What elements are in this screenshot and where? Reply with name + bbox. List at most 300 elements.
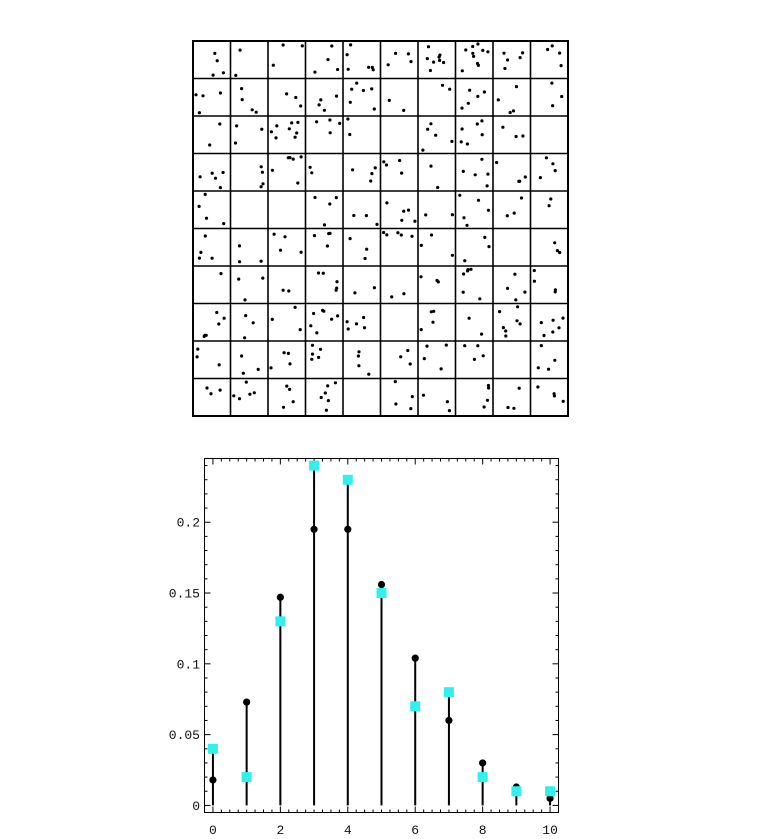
random-point	[234, 141, 237, 144]
random-point	[394, 402, 397, 405]
random-point	[370, 172, 373, 175]
random-point	[506, 406, 509, 409]
random-point	[243, 298, 246, 301]
random-point	[330, 318, 333, 321]
random-point	[462, 272, 465, 275]
observed-point	[209, 776, 216, 783]
x-tick-label: 0	[209, 823, 217, 838]
random-point	[539, 176, 542, 179]
random-point	[466, 269, 469, 272]
random-point	[330, 44, 333, 47]
expected-point	[309, 461, 319, 471]
random-point	[272, 64, 275, 67]
random-point	[411, 395, 414, 398]
random-point	[548, 204, 551, 207]
random-point	[542, 334, 545, 337]
random-point	[335, 95, 338, 98]
random-point	[462, 216, 465, 219]
random-point	[409, 362, 412, 365]
random-point	[509, 111, 512, 114]
random-point	[269, 366, 272, 369]
random-point	[540, 321, 543, 324]
random-point	[463, 344, 466, 347]
expected-point	[545, 786, 555, 796]
random-point	[502, 52, 505, 55]
random-point	[450, 140, 453, 143]
random-point	[515, 85, 518, 88]
random-point	[396, 231, 399, 234]
random-point	[466, 142, 469, 145]
random-point	[462, 170, 465, 173]
random-point	[448, 409, 451, 412]
x-tick-label: 2	[276, 823, 285, 838]
random-point	[335, 280, 338, 283]
random-point	[240, 354, 243, 357]
random-point	[480, 333, 483, 336]
random-point	[421, 149, 424, 152]
random-point	[198, 111, 201, 114]
random-point	[363, 326, 366, 329]
random-point	[350, 88, 353, 91]
random-point	[351, 168, 354, 171]
random-point	[461, 69, 464, 72]
random-point	[292, 158, 295, 161]
random-point	[313, 71, 316, 74]
random-point	[427, 45, 430, 48]
random-point	[219, 91, 222, 94]
random-point	[402, 210, 405, 213]
random-point	[517, 180, 520, 183]
random-point	[235, 124, 238, 127]
observed-point	[378, 581, 385, 588]
random-point	[238, 260, 241, 263]
random-point	[495, 161, 498, 164]
random-point	[503, 67, 506, 70]
random-point	[219, 272, 222, 275]
random-point	[554, 290, 557, 293]
random-point	[474, 173, 477, 176]
random-point	[399, 355, 402, 358]
random-point	[199, 175, 202, 178]
random-point	[533, 280, 536, 283]
random-point	[288, 362, 291, 365]
random-point	[309, 324, 312, 327]
random-point	[547, 368, 550, 371]
random-point	[219, 186, 222, 189]
random-point	[486, 173, 489, 176]
random-point	[205, 217, 208, 220]
expected-point	[410, 701, 420, 711]
random-point	[355, 82, 358, 85]
random-point	[422, 394, 425, 397]
random-point	[451, 254, 454, 257]
random-point	[218, 122, 221, 125]
random-point	[520, 196, 523, 199]
random-point	[222, 71, 225, 74]
expected-point	[377, 588, 387, 598]
random-point	[402, 109, 405, 112]
random-point	[285, 385, 288, 388]
random-point	[327, 399, 330, 402]
random-point	[515, 319, 518, 322]
random-point	[551, 162, 554, 165]
random-point	[536, 385, 539, 388]
y-tick-label: 0.05	[168, 728, 200, 744]
random-point	[198, 257, 201, 260]
random-point	[476, 95, 479, 98]
x-tick-label: 6	[411, 823, 420, 838]
stem-lines	[213, 466, 550, 806]
random-point	[313, 234, 316, 237]
random-point	[271, 318, 274, 321]
random-point	[462, 291, 465, 294]
random-point	[465, 224, 468, 227]
random-point	[310, 358, 313, 361]
random-point	[323, 223, 326, 226]
random-point	[426, 128, 429, 131]
random-point	[425, 345, 428, 348]
random-point	[382, 231, 385, 234]
random-point	[498, 310, 501, 313]
random-point	[471, 45, 474, 48]
random-point	[370, 87, 373, 90]
x-tick-label: 8	[478, 823, 487, 838]
random-point	[476, 42, 479, 45]
random-point	[275, 124, 278, 127]
random-point	[486, 184, 489, 187]
random-point	[326, 384, 329, 387]
random-point	[260, 260, 263, 263]
random-point	[322, 272, 325, 275]
y-tick-label: 0.15	[168, 586, 200, 602]
random-point	[506, 58, 509, 61]
expected-point	[242, 772, 252, 782]
random-point	[311, 344, 314, 347]
random-point	[367, 373, 370, 376]
random-point	[560, 95, 563, 98]
random-point	[282, 289, 285, 292]
random-point	[394, 380, 397, 383]
random-point	[468, 89, 471, 92]
random-point	[257, 368, 260, 371]
random-point	[317, 356, 320, 359]
random-point	[477, 64, 480, 67]
random-point	[349, 237, 352, 240]
random-point	[382, 160, 385, 163]
random-point	[335, 289, 338, 292]
random-point	[323, 109, 326, 112]
random-point	[313, 196, 316, 199]
random-point	[234, 74, 237, 77]
random-point	[504, 334, 507, 337]
random-point	[373, 107, 376, 110]
random-point	[387, 63, 390, 66]
random-point	[554, 169, 557, 172]
random-point	[244, 314, 247, 317]
random-point	[296, 121, 299, 124]
random-point	[400, 172, 403, 175]
random-point	[273, 233, 276, 236]
random-point	[438, 54, 441, 57]
x-axis-tick-labels	[209, 823, 558, 838]
random-point	[218, 363, 221, 366]
random-point	[551, 44, 554, 47]
random-point	[357, 364, 360, 367]
random-point	[346, 117, 349, 120]
x-tick-label: 4	[343, 823, 352, 838]
random-point	[318, 103, 321, 106]
random-point	[329, 131, 332, 134]
random-point	[327, 232, 330, 235]
random-point	[424, 213, 427, 216]
point-grid-panel	[193, 41, 568, 416]
random-point	[407, 52, 410, 55]
random-point	[373, 286, 376, 289]
random-point	[438, 59, 441, 62]
random-point	[365, 214, 368, 217]
random-point	[514, 298, 517, 301]
random-point	[549, 197, 552, 200]
random-point	[311, 353, 314, 356]
random-point	[420, 328, 423, 331]
random-point	[469, 268, 472, 271]
random-point	[429, 122, 432, 125]
random-point	[196, 348, 199, 351]
random-point	[506, 287, 509, 290]
random-point	[248, 393, 251, 396]
random-point	[211, 172, 214, 175]
random-point	[347, 327, 350, 330]
random-point	[540, 344, 543, 347]
random-point	[430, 310, 433, 313]
random-point	[451, 213, 454, 216]
random-point	[240, 87, 243, 90]
random-point	[480, 158, 483, 161]
random-point	[282, 43, 285, 46]
random-point	[464, 48, 467, 51]
random-point	[436, 186, 439, 189]
random-point	[516, 305, 519, 308]
random-point	[407, 209, 410, 212]
random-point	[512, 109, 515, 112]
random-point	[486, 399, 489, 402]
random-point	[463, 259, 466, 262]
random-point	[199, 251, 202, 254]
random-point	[251, 108, 254, 111]
random-point	[279, 249, 282, 252]
random-point	[501, 126, 504, 129]
random-point	[196, 355, 199, 358]
random-point	[473, 358, 476, 361]
random-point	[445, 344, 448, 347]
observed-point	[243, 698, 250, 705]
random-point	[482, 354, 485, 357]
random-point	[271, 169, 274, 172]
random-point	[562, 400, 565, 403]
random-point	[480, 119, 483, 122]
x-tick-label: 10	[542, 823, 558, 838]
random-point	[483, 90, 486, 93]
random-point	[369, 179, 372, 182]
random-point	[545, 156, 548, 159]
random-point	[561, 317, 564, 320]
random-point	[553, 359, 556, 362]
random-point	[212, 74, 215, 77]
random-point	[288, 388, 291, 391]
random-point	[460, 107, 463, 110]
random-point	[204, 234, 207, 237]
random-point	[409, 407, 412, 410]
random-point	[300, 251, 303, 254]
random-point	[353, 291, 356, 294]
random-point	[406, 349, 409, 352]
expected-point	[444, 687, 454, 697]
expected-point	[478, 772, 488, 782]
random-point	[558, 251, 561, 254]
random-point	[222, 171, 225, 174]
random-point	[518, 387, 521, 390]
observed-point	[412, 655, 419, 662]
random-point	[205, 334, 208, 337]
random-point	[319, 348, 322, 351]
random-point	[448, 88, 451, 91]
random-point	[461, 127, 464, 130]
random-point	[255, 111, 258, 114]
random-point	[349, 101, 352, 104]
random-point	[385, 201, 388, 204]
random-point	[365, 248, 368, 251]
random-point	[552, 319, 555, 322]
random-point	[487, 384, 490, 387]
random-point	[375, 223, 378, 226]
random-point	[325, 409, 328, 412]
random-point	[440, 367, 443, 370]
random-point	[537, 366, 540, 369]
stem-chart	[169, 459, 559, 839]
random-point	[283, 351, 286, 354]
random-point	[217, 322, 220, 325]
y-axis-tick-labels	[169, 516, 200, 814]
random-point	[243, 336, 246, 339]
random-point	[219, 389, 222, 392]
random-point	[487, 209, 490, 212]
observed-point	[344, 526, 351, 533]
random-point	[357, 350, 360, 353]
random-point	[348, 133, 351, 136]
random-point	[467, 102, 470, 105]
random-point	[322, 310, 325, 313]
random-point	[367, 66, 370, 69]
random-point	[446, 400, 449, 403]
random-point	[288, 156, 291, 159]
random-point	[270, 130, 273, 133]
random-point	[209, 392, 212, 395]
random-point	[294, 96, 297, 99]
random-point	[201, 94, 204, 97]
random-point	[472, 55, 475, 58]
random-point	[519, 56, 522, 59]
y-tick-label: 0	[192, 798, 200, 814]
random-point	[409, 60, 412, 63]
random-point	[357, 354, 360, 357]
random-point	[283, 235, 286, 238]
random-point	[296, 181, 299, 184]
random-point	[515, 135, 518, 138]
random-point	[238, 244, 241, 247]
random-point	[524, 175, 527, 178]
random-point	[400, 219, 403, 222]
random-point	[352, 214, 355, 217]
random-point	[205, 386, 208, 389]
random-point	[398, 159, 401, 162]
random-point	[315, 331, 318, 334]
random-point	[232, 394, 235, 397]
random-point	[512, 407, 515, 410]
random-point	[478, 297, 481, 300]
y-tick-label: 0.2	[176, 515, 200, 531]
random-point	[320, 396, 323, 399]
random-point	[211, 257, 214, 260]
random-point	[294, 306, 297, 309]
random-point	[290, 121, 293, 124]
random-point	[502, 326, 505, 329]
expected-point	[275, 616, 285, 626]
random-point	[558, 52, 561, 55]
random-point	[486, 50, 489, 53]
random-point	[241, 98, 244, 101]
random-point	[287, 289, 290, 292]
random-point	[312, 312, 315, 315]
random-point	[431, 321, 434, 324]
random-point	[553, 241, 556, 244]
random-point	[429, 69, 432, 72]
random-point	[285, 92, 288, 95]
random-point	[324, 391, 327, 394]
random-point	[385, 233, 388, 236]
random-point	[476, 122, 479, 125]
random-point	[319, 98, 322, 101]
random-point	[198, 205, 201, 208]
random-point	[394, 52, 397, 55]
random-point	[338, 122, 341, 125]
random-point	[364, 257, 367, 260]
random-point	[216, 59, 219, 62]
random-point	[238, 397, 241, 400]
random-point	[390, 295, 393, 298]
random-point	[487, 245, 490, 248]
random-point	[315, 120, 318, 123]
random-point	[355, 322, 358, 325]
random-point	[222, 222, 225, 225]
random-point	[371, 66, 374, 69]
random-point	[214, 177, 217, 180]
random-point	[468, 317, 471, 320]
random-point	[374, 166, 377, 169]
observed-point	[310, 526, 317, 533]
random-point	[521, 134, 524, 137]
random-point	[349, 43, 352, 46]
random-point	[483, 405, 486, 408]
random-point	[295, 131, 298, 134]
random-point	[410, 235, 413, 238]
random-point	[208, 143, 211, 146]
expected-point	[511, 786, 521, 796]
random-point	[328, 118, 331, 121]
random-point	[388, 99, 391, 102]
random-point	[546, 48, 549, 51]
random-point	[261, 171, 264, 174]
random-point	[326, 58, 329, 61]
